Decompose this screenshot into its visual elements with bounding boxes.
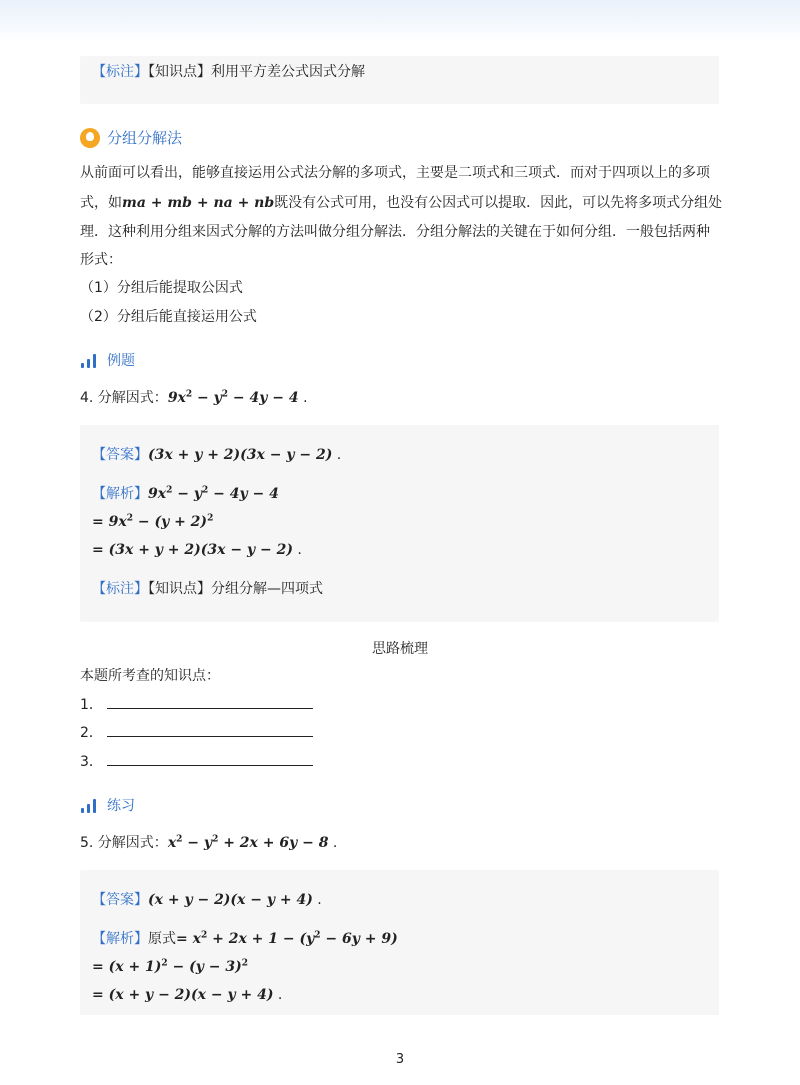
note-line-example: 【标注】【知识点】分组分解—四项式: [92, 581, 323, 597]
example-heading: 例题: [107, 353, 135, 369]
bar-chart-icon: [81, 354, 99, 368]
example-problem: 4. 分解因式：$9x^2 - y^2 - 4y - 4$ .: [80, 389, 308, 406]
bar-chart-icon: [81, 799, 99, 813]
practice-analysis-line-3: = (x + y − 2)(x − y + 4) .: [92, 987, 283, 1003]
inline-math: ma + mb + na + nb: [122, 195, 275, 211]
lightbulb-icon: [80, 128, 100, 148]
list-item-2: （2）分组后能直接运用公式: [80, 309, 257, 325]
thinking-title: 思路梳理: [372, 641, 428, 657]
practice-heading: 练习: [107, 798, 135, 814]
thinking-prompt: 本题所考查的知识点：: [80, 668, 220, 684]
note-tag: 【标注】: [92, 64, 148, 80]
practice-analysis-line-1: 【解析】原式= $x^2 + 2x + 1 - (y^2 - 6y + 9)$: [92, 930, 398, 947]
list-item-1: （1）分组后能提取公因式: [80, 280, 243, 296]
practice-answer-line: 【答案】(x + y − 2)(x − y + 4) .: [92, 892, 322, 908]
blank-line-2: 2．: [80, 722, 313, 743]
note-text: 【知识点】利用平方差公式因式分解: [148, 64, 365, 80]
practice-problem: 5. 分解因式：$x^2 - y^2 + 2x + 6y - 8$ .: [80, 834, 338, 851]
paragraph-line-2: 式，如ma + mb + na + nb既没有公式可用，也没有公因式可以提取．因此，可以先将多项式分组处: [80, 195, 723, 211]
answer-line: 【答案】(3x + y + 2)(3x − y − 2) .: [92, 447, 342, 463]
page-number: 3: [395, 1052, 405, 1067]
paragraph-line-1: 从前面可以看出，能够直接运用公式法分解的多项式，主要是二项式和三项式．而对于四项以上的多项: [80, 165, 710, 181]
note-line-top: [92, 62, 365, 82]
section-title: 分组分解法: [107, 129, 183, 147]
blank-line-1: 1．: [80, 694, 313, 715]
problem-math: $9x^2 - y^2 - 4y - 4$: [167, 389, 299, 406]
paragraph-line-3: 理．这种利用分组来因式分解的方法叫做分组分解法．分组分解法的关键在于如何分组．一般包括两种: [80, 224, 710, 240]
practice-analysis-line-2: = $(x + 1)^2 - (y - 3)^2$: [92, 958, 249, 975]
blank-line-3: 3．: [80, 751, 313, 772]
analysis-line-2: = $9x^2 - (y + 2)^2$: [92, 513, 214, 530]
page-header-band: [0, 0, 800, 42]
analysis-line-1: 【解析】$9x^2 - y^2 - 4y - 4$: [92, 485, 279, 502]
paragraph-line-4: 形式：: [80, 252, 122, 268]
analysis-line-3: = (3x + y + 2)(3x − y − 2) .: [92, 542, 302, 558]
